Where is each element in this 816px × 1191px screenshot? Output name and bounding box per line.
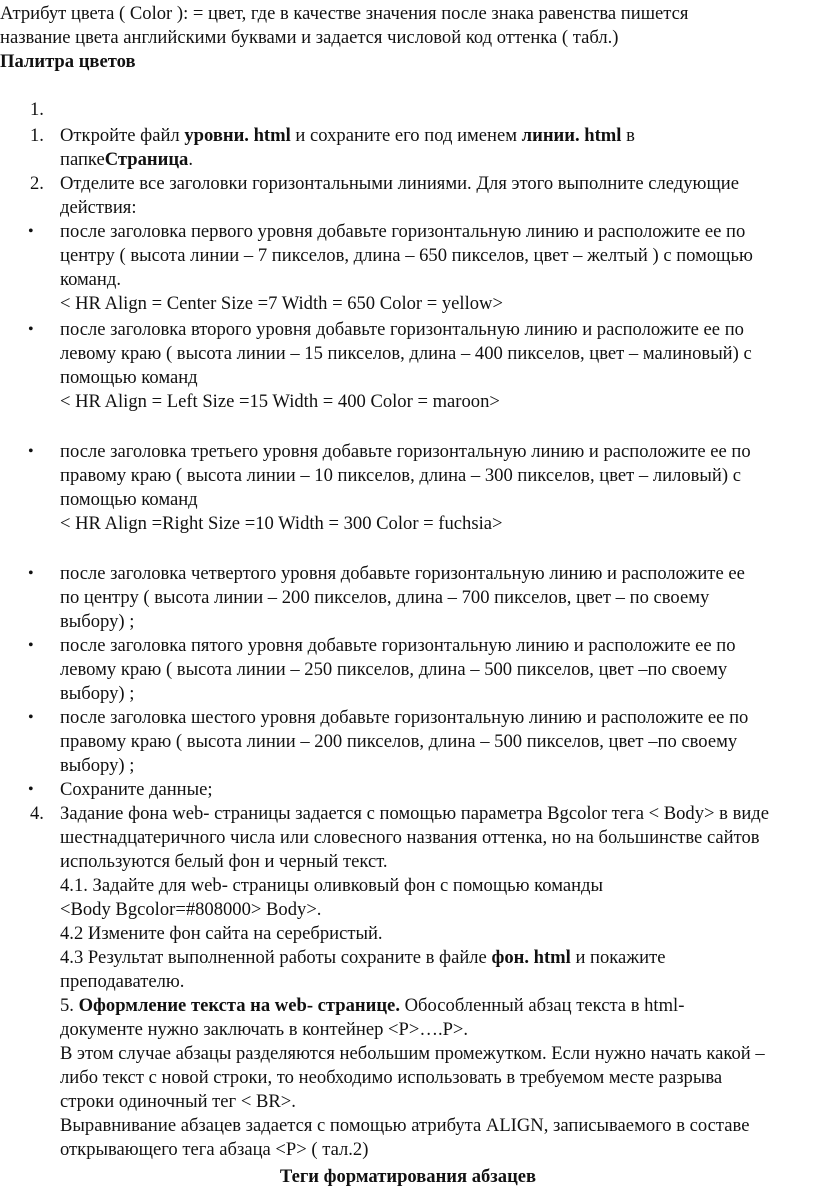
intro-paragraph — [0, 2, 800, 50]
list-item-empty — [0, 98, 810, 122]
text-run: . — [188, 149, 194, 170]
file-name: фон. html — [491, 947, 571, 968]
list-marker: 2. — [30, 173, 44, 194]
text-line: помощью команд — [60, 367, 198, 388]
file-name: линии. html — [521, 125, 622, 146]
bullet-text — [60, 634, 808, 706]
list-item-1 — [0, 124, 810, 172]
text-line: либо текст с новой строки, то необходимо использовать в требуемом месте разрыва — [60, 1067, 723, 1088]
list-item-text — [60, 802, 808, 1162]
text-line: строки одиночный тег < BR>. — [60, 1091, 296, 1112]
list-item-text — [60, 172, 808, 220]
bullet-symbol: • — [28, 709, 34, 726]
bullet-text — [60, 562, 808, 634]
bullet-symbol: • — [28, 443, 34, 460]
text-line: после заголовка пятого уровня добавьте горизонтальную линию и расположите ее по — [60, 635, 736, 656]
bullet-item — [0, 220, 810, 316]
text-line: шестнадцатеричного числа или словесного названия оттенка, но на большинстве сайтов — [60, 827, 760, 848]
section-title: Оформление текста на web- странице. — [78, 995, 400, 1016]
text-line: левому краю ( высота линии – 250 пикселов, длина – 500 пикселов, цвет –по своему — [60, 659, 728, 680]
text-line: по центру ( высота линии – 200 пикселов, длина – 700 пикселов, цвет – по своему — [60, 587, 710, 608]
bullet-symbol: • — [28, 321, 34, 338]
list-marker: 1. — [30, 99, 44, 120]
text-line: после заголовка второго уровня добавьте горизонтальную линию и расположите ее по — [60, 319, 744, 340]
text-run: Откройте файл — [60, 125, 185, 146]
bullet-item — [0, 634, 810, 706]
text-line: после заголовка первого уровня добавьте горизонтальную линию и расположите ее по — [60, 221, 746, 242]
text-line: левому краю ( высота линии – 15 пикселов, длина – 400 пикселов, цвет – малиновый) с — [60, 343, 752, 364]
bullet-symbol: • — [28, 223, 34, 240]
text-line: преподавателю. — [60, 971, 185, 992]
bullet-text — [60, 706, 808, 778]
bullet-item — [0, 706, 810, 778]
text-line: правому краю ( высота линии – 10 пикселов, длина – 300 пикселов, цвет – лиловый) с — [60, 465, 741, 486]
code-line: < HR Align = Center Size =7 Width = 650 Color = yellow> — [60, 293, 503, 314]
text-run: в — [621, 125, 635, 146]
text-line: правому краю ( высота линии – 200 пикселов, длина – 500 пикселов, цвет –по своему — [60, 731, 738, 752]
text-run: папке — [60, 149, 105, 170]
text-line: используются белый фон и черный текст. — [60, 851, 388, 872]
text-run: 5. — [60, 995, 79, 1016]
intro-line: название цвета английскими буквами и задается числовой код оттенка ( табл.) — [0, 27, 619, 48]
bullet-text — [60, 318, 808, 414]
list-item-text — [60, 124, 808, 172]
text-line: Выравнивание абзацев задается с помощью атрибута ALIGN, записываемого в составе — [60, 1115, 750, 1136]
code-line: <Body Bgcolor=#808000> Body>. — [60, 899, 322, 920]
text-line: выбору) ; — [60, 611, 135, 632]
palette-heading: Палитра цветов — [0, 51, 136, 72]
text-line: центру ( высота линии – 7 пикселов, длина – 650 пикселов, цвет – желтый ) с помощью — [60, 245, 753, 266]
text-line: после заголовка четвертого уровня добавьте горизонтальную линию и расположите ее — [60, 563, 745, 584]
code-line: < HR Align = Left Size =15 Width = 400 Color = maroon> — [60, 391, 500, 412]
text-line: документе нужно заключать в контейнер <P>….P>. — [60, 1019, 469, 1040]
text-line: открывающего тега абзаца <P> ( тал.2) — [60, 1139, 369, 1160]
text-line: действия: — [60, 197, 137, 218]
file-name: уровни. html — [184, 125, 291, 146]
text-line: после заголовка шестого уровня добавьте горизонтальную линию и расположите ее по — [60, 707, 749, 728]
text-line: после заголовка третьего уровня добавьте горизонтальную линию и расположите ее по — [60, 441, 751, 462]
list-item-4 — [0, 802, 810, 1162]
bullet-item — [0, 440, 810, 536]
text-line: команд. — [60, 269, 121, 290]
bullet-symbol: • — [28, 565, 34, 582]
intro-line: Атрибут цвета ( Color ): = цвет, где в качестве значения после знака равенства пишется — [0, 3, 689, 24]
text-line: выбору) ; — [60, 755, 135, 776]
code-line: < HR Align =Right Size =10 Width = 300 Color = fuchsia> — [60, 513, 503, 534]
text-line: Сохраните данные; — [60, 779, 213, 800]
bullet-item — [0, 318, 810, 414]
text-run: и покажите — [570, 947, 666, 968]
table-title: Теги форматирования абзацев — [279, 1166, 537, 1187]
bullet-text — [60, 778, 808, 802]
text-line: выбору) ; — [60, 683, 135, 704]
section-5-heading — [60, 994, 808, 1018]
list-marker: 1. — [30, 125, 44, 146]
sub-item-4-2: 4.2 Измените фон сайта на серебристый. — [60, 923, 383, 944]
folder-name: Страница — [104, 149, 189, 170]
list-item-2 — [0, 172, 810, 220]
text-line: Задание фона web- страницы задается с помощью параметра Bgcolor тега < Body> в виде — [60, 803, 770, 824]
bullet-symbol: • — [28, 781, 34, 798]
list-marker: 4. — [30, 803, 44, 824]
text-run: Обособленный абзац текста в html- — [399, 995, 685, 1016]
sub-item-4-3 — [60, 946, 808, 970]
bullet-item — [0, 562, 810, 634]
bullet-text — [60, 220, 808, 316]
text-run: 4.3 Результат выполненной работы сохраните в файле — [60, 947, 492, 968]
text-line: В этом случае абзацы разделяются небольшим промежутком. Если нужно начать какой – — [60, 1043, 765, 1064]
bullet-item — [0, 778, 810, 802]
text-run: и сохраните его под именем — [290, 125, 522, 146]
bullet-symbol: • — [28, 637, 34, 654]
text-line: помощью команд — [60, 489, 198, 510]
text-line: Отделите все заголовки горизонтальными линиями. Для этого выполните следующие — [60, 173, 739, 194]
bullet-text — [60, 440, 808, 536]
sub-item-4-1: 4.1. Задайте для web- страницы оливковый фон с помощью команды — [60, 875, 603, 896]
